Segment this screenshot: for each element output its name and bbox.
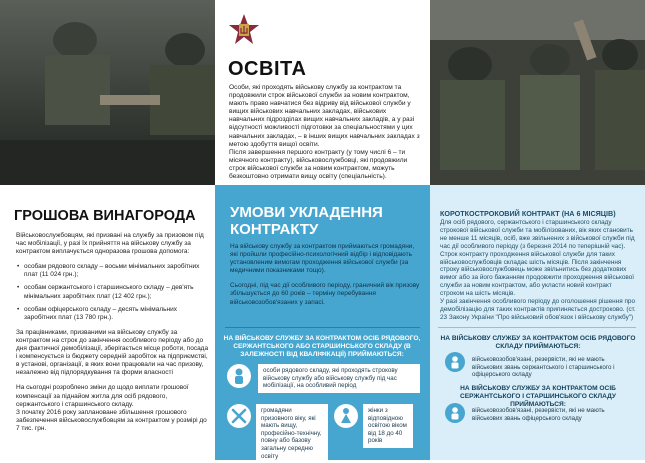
- short-contract-title: КОРОТКОСТРОКОВИЙ КОНТРАКТ (НА 6 МІСЯЦІВ): [440, 209, 616, 218]
- conditions-paragraph: Сьогодні, під час дії особливого періоду, граничний вік призову збільшується до 60 років – терміну перебування військовозобов'язаних у запасі.: [230, 282, 420, 306]
- short-contract-paragraph: Для осіб рядового, сержантського і старшинського складу строкової військової служби та мобілізованих, вік яких становить не менше 11 місяців, осіб, вже звільнених з військової служби під час дії особливого періоду (з березня 2014 по теперішній час). Строк контракту проходження військової служби для таких військовослужбовців складає шість місяців. Після закінчення строку військовослужбовець може звільнитись без додаткових вимог або за його бажанням продовжити проходження військової служби за новим контрактом, або укласти новий контракт строком на шість місяців.: [440, 219, 635, 298]
- conditions-title: УМОВИ УКЛАДЕННЯ КОНТРАКТУ: [230, 204, 383, 238]
- requirements-heading: НА ВІЙСЬКОВУ СЛУЖБУ ЗА КОНТРАКТОМ ОСІБ РЯДОВОГО СКЛАДУ ПРИЙМАЮТЬСЯ:: [440, 335, 636, 350]
- soldier-icon: [445, 403, 465, 423]
- soldier-icon: [445, 352, 465, 372]
- soldiers-handshake-photo: [0, 0, 215, 185]
- requirement-box: громадяни призовного віку, які мають вищу, професійно-технічну, повну або базову загальну середню освіту: [256, 404, 328, 463]
- money-paragraph: З початку 2016 року заплановане збільшення грошового забезпечення військовослужбовцям за контрактом у розмірі до 7 тис. грн.: [16, 408, 207, 432]
- money-reward-text: [16, 232, 210, 440]
- soldiers-saluting-photo: [430, 0, 645, 185]
- requirement-box: жінки з відповідною освітою віком від 18 до 40 років: [363, 404, 413, 448]
- education-paragraph: Особи, які проходять військову службу за контрактом та продовжили строк військової служби за новим контрактом, мають право навчатися без відриву від військової служби у вищих військових навчальних закладах, військових навчальних підрозділах вищих навчальних закладів, а у разі відсутності можливості підготовки за спеціальностями у цих навчальних закладах, – в інших вищих навчальних закладах з метою здобуття вищої освіти.: [229, 84, 420, 148]
- conditions-paragraph: На військову службу за контрактом приймаються громадяни, які пройшли професійно-психологічний відбір і відповідають установленим вимогам проходження військової служби (за медичними показниками тощо).: [230, 243, 415, 275]
- woman-icon: [334, 404, 358, 428]
- requirements-heading: НА ВІЙСЬКОВУ СЛУЖБУ ЗА КОНТРАКТОМ ОСІБ СЕРЖАНТСЬКОГО І СТАРШИНСЬКОГО СКЛАДУ ПРИЙМАЮТЬСЯ:: [460, 385, 616, 408]
- money-reward-title: ГРОШОВА ВИНАГОРОДА: [14, 208, 196, 224]
- education-text: [229, 84, 423, 181]
- soldier-icon: [227, 364, 251, 388]
- requirement-row: [227, 404, 413, 463]
- tools-icon: [227, 404, 251, 428]
- education-paragraph: Після завершення першого контракту (у тому числі 6 – ти місячного контракту), військовослужбовці, які продовжили строк військової служби за новим контрактом, можуть безкоштовно отримати вищу освіту (спеціальність).: [229, 148, 408, 181]
- list-item: • особам сержантського і старшинського складу – дев'ять мінімальних заробітних плат (12 402 грн.);: [24, 284, 210, 300]
- list-item: • особам рядового складу – восьми мінімальних заробітних плат (11 024 грн.);: [24, 263, 210, 279]
- list-item: військовозобов'язані, резервісти, які не мають військових звань офіцерського складу: [472, 407, 605, 422]
- list-item: військовозобов'язані, резервісти, які не мають військових звань сержантського і старшинського і офіцерського складу: [472, 356, 615, 379]
- list-item: • особам офіцерського складу – десять мінімальних заробітних плат (13 780 грн.).: [24, 306, 210, 322]
- requirement-row: [227, 364, 420, 393]
- requirements-heading: НА ВІЙСЬКОВУ СЛУЖБУ ЗА КОНТРАКТОМ ОСІБ РЯДОВОГО, СЕРЖАНТСЬКОГО АБО СТАРШИНСЬКОГО СКЛАДУ (В ЗАЛЕЖНОСТІ ВІД КВАЛІФІКАЦІЇ) ПРИЙМАЮТЬСЯ:: [223, 335, 421, 358]
- money-paragraph: За працівниками, призваними на військову службу за контрактом на строк до закінчення особливого періоду або до дня фактичної демобілізації, зберігається місце роботи, посада і компенсується із бюджету середній заробіток на підприємстві, в установі, організації, в яких вони працювали на час призову, незалежно від підпорядкування та форми власності: [16, 328, 209, 377]
- money-paragraph: На сьогодні розроблено зміни до щодо виплати грошової компенсації за піднайом житла для осіб рядового, сержантського і старшинського складу.: [16, 384, 189, 408]
- money-list: [16, 263, 210, 322]
- conditions-text: [230, 243, 420, 314]
- divider: [438, 327, 636, 328]
- requirement-box: особи рядового складу, які проходять строкову військову службу або військову службу під час мобілізації, на особливий період: [258, 364, 420, 393]
- divider: [225, 327, 420, 328]
- short-contract-text: [440, 219, 636, 322]
- education-title: ОСВІТА: [228, 58, 307, 80]
- ministry-emblem-icon: [229, 14, 259, 48]
- short-contract-paragraph: У разі закінчення особливого періоду до оголошення рішення про демобілізацію для таких контрактів припиняється достроково. (ст. 23 Закону України "Про військовий обов'язок і військову службу"): [440, 298, 636, 321]
- money-intro: Військовослужбовцям, які призвані на службу за призовом під час мобілізації, у разі їх прийняття на військову службу за контрактом виплачується одноразова грошова допомога:: [16, 232, 204, 256]
